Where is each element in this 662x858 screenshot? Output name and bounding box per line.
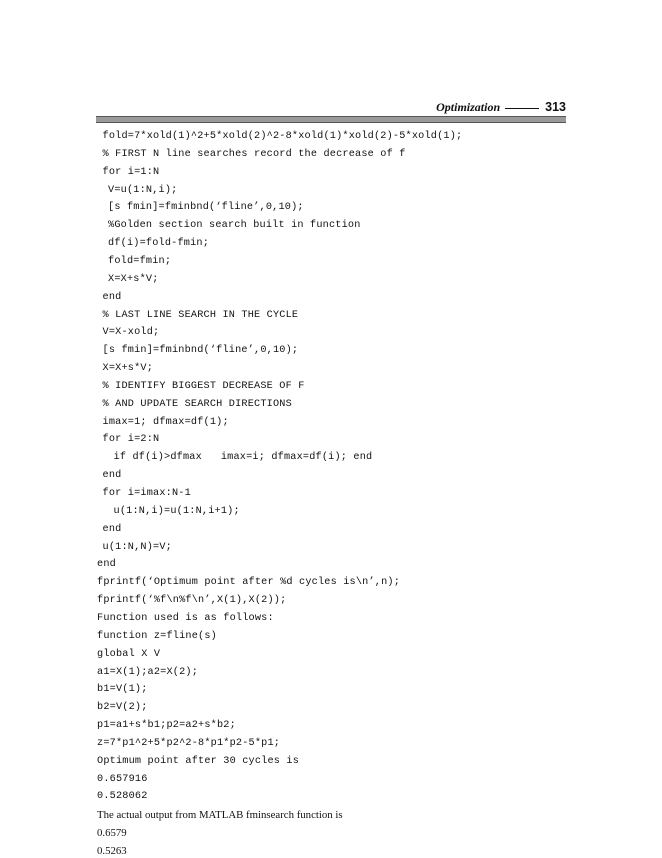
code-line: X=X+s*V; bbox=[108, 273, 159, 285]
code-line: end bbox=[97, 559, 116, 571]
code-line: p1=a1+s*b1;p2=a2+s*b2; bbox=[97, 720, 236, 732]
code-line: b2=V(2); bbox=[97, 702, 148, 714]
code-line: if df(i)>dfmax imax=i; dfmax=df(i); end bbox=[113, 452, 373, 464]
code-line: end bbox=[102, 291, 122, 303]
code-line: % IDENTIFY BIGGEST DECREASE OF F bbox=[102, 380, 305, 392]
code-line: Optimum point after 30 cycles is bbox=[97, 755, 300, 767]
code-line: a1=X(1);a2=X(2); bbox=[97, 666, 199, 678]
page-number: 313 bbox=[545, 100, 566, 114]
chapter-title: Optimization bbox=[436, 100, 501, 114]
code-line: fprintf(‘%f\n%f\n’,X(1),X(2)); bbox=[97, 595, 287, 607]
code-line: u(1:N,i)=u(1:N,i+1); bbox=[113, 505, 240, 517]
code-line: 0.528062 bbox=[97, 791, 148, 803]
code-line: [s fmin]=fminbnd(‘fline’,0,10); bbox=[108, 202, 304, 214]
code-line: z=7*p1^2+5*p2^2-8*p1*p2-5*p1; bbox=[97, 737, 281, 749]
code-line: fold=7*xold(1)^2+5*xold(2)^2-8*xold(1)*xold(2)-5*xold(1); bbox=[102, 131, 463, 142]
code-line: % LAST LINE SEARCH IN THE CYCLE bbox=[102, 309, 299, 321]
code-line: df(i)=fold-fmin; bbox=[108, 238, 210, 250]
code-line: [s fmin]=fminbnd(‘fline’,0,10); bbox=[102, 345, 299, 357]
code-line: end bbox=[102, 523, 122, 535]
code-line: V=X-xold; bbox=[102, 327, 160, 339]
body-text-line: 0.5263 bbox=[97, 845, 127, 857]
code-line: function z=fline(s) bbox=[97, 630, 217, 642]
code-line: for i=imax:N-1 bbox=[102, 488, 191, 499]
body-text-line: The actual output from MATLAB fminsearch function is bbox=[97, 809, 343, 822]
code-line: u(1:N,N)=V; bbox=[102, 541, 172, 553]
code-line: %Golden section search built in function bbox=[108, 220, 361, 232]
code-line: fprintf(‘Optimum point after %d cycles is\n’,n); bbox=[97, 577, 401, 589]
code-line: 0.657916 bbox=[97, 773, 148, 785]
code-line: imax=1; dfmax=df(1); bbox=[102, 416, 229, 428]
code-line: end bbox=[102, 470, 122, 482]
code-line: for i=1:N bbox=[102, 166, 160, 178]
code-line: % FIRST N line searches record the decrease of f bbox=[102, 148, 406, 160]
code-line: V=u(1:N,i); bbox=[108, 184, 178, 196]
body-text-line: 0.6579 bbox=[97, 827, 127, 840]
code-line: % AND UPDATE SEARCH DIRECTIONS bbox=[102, 398, 292, 410]
code-line: b1=V(1); bbox=[97, 684, 148, 696]
code-line: for i=2:N bbox=[102, 434, 160, 446]
code-line: global X V bbox=[97, 648, 161, 660]
code-line: X=X+s*V; bbox=[102, 363, 154, 375]
code-line: Function used is as follows: bbox=[97, 612, 274, 624]
code-line: fold=fmin; bbox=[108, 255, 172, 267]
